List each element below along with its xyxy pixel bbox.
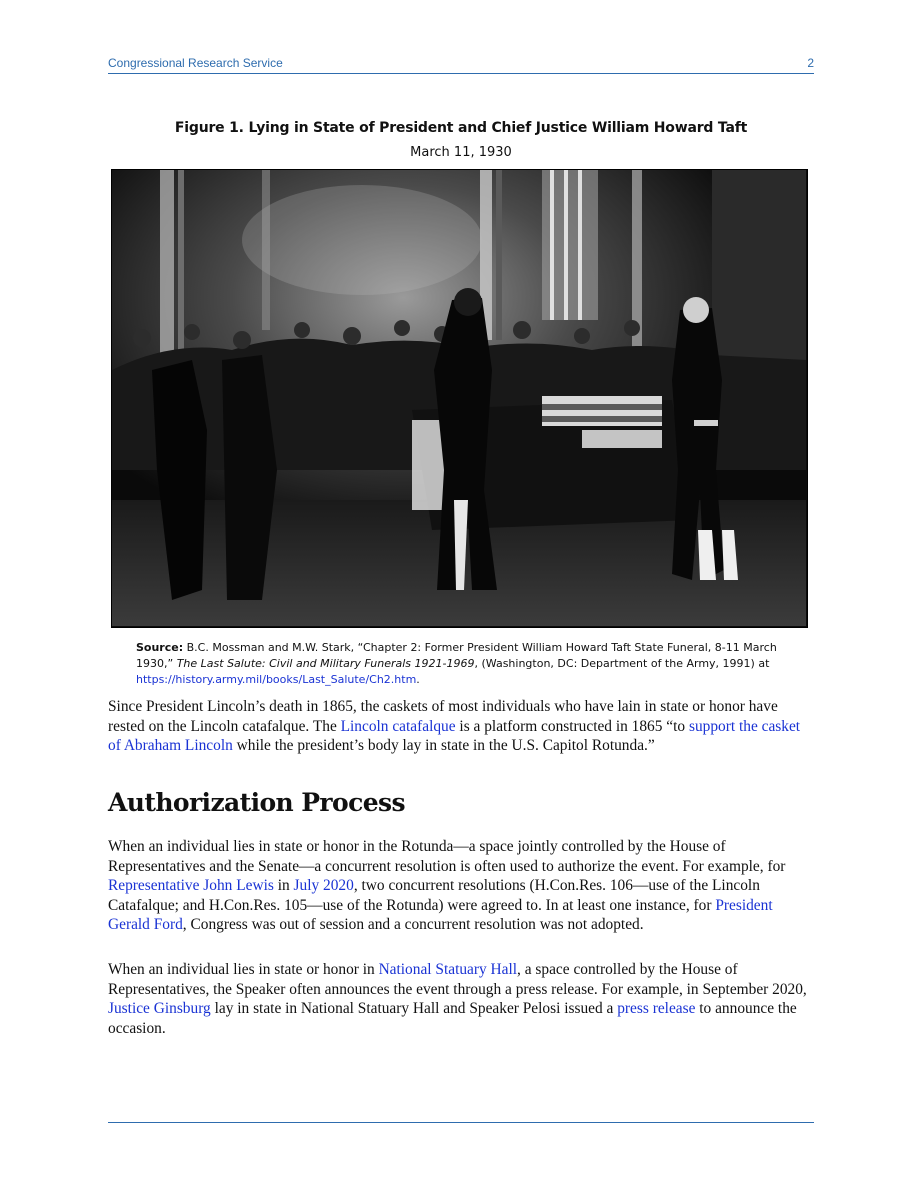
source-url-link[interactable]: https://history.army.mil/books/Last_Salute/Ch2.htm [136, 673, 417, 686]
july-2020-link[interactable]: July 2020 [293, 877, 354, 894]
page-number: 2 [807, 56, 814, 70]
source-text-2: , (Washington, DC: Department of the Army, 1991) at [474, 657, 770, 670]
p1-text-3: while the president’s body lay in state in the U.S. Capitol Rotunda.” [232, 737, 655, 754]
page-header [108, 56, 814, 74]
p3-text-1: When an individual lies in state or honor in [108, 961, 379, 978]
p2-text-1: When an individual lies in state or honor in the Rotunda—a space jointly controlled by the House of Representatives and the Senate—a concurrent resolution is often used to authorize the event. For example, for [108, 838, 786, 875]
p2-text-3: , two concurrent resolutions (H.Con.Res. 106—use of the Lincoln Catafalque; and H.Con.Res. 105—use of the Rotunda) were agreed to. In at least one instance, for [108, 877, 760, 914]
p1-text-2: is a platform constructed in 1865 “to [455, 717, 689, 735]
source-text-1: B.C. Mossman and M.W. Stark, “Chapter 2: Former President William Howard Taft State Funeral, 8-11 March 1930,” [136, 641, 777, 670]
figure-photo-taft-lying-in-state [111, 169, 808, 628]
justice-ginsburg-link[interactable]: Justice Ginsburg [108, 1000, 211, 1017]
header-organization: Congressional Research Service [108, 56, 283, 70]
p3-text-3: lay in state in National Statuary Hall and Speaker Pelosi issued a [210, 1000, 618, 1017]
press-release-link[interactable]: press release [617, 1000, 696, 1017]
source-end: . [416, 673, 420, 686]
paragraph-lincoln-catafalque [108, 697, 814, 756]
statuary-hall-link[interactable]: National Statuary Hall [378, 961, 518, 978]
source-book-title: The Last Salute: Civil and Military Funerals 1921-1969 [176, 657, 475, 670]
p2-text-2: in [273, 877, 294, 894]
john-lewis-link[interactable]: Representative John Lewis [108, 877, 274, 894]
figure-source-note [136, 640, 800, 688]
p1-text-1: Since President Lincoln’s death in 1865, the caskets of most individuals who have lain in state or honor have rested on the Lincoln catafalque. The [108, 698, 778, 735]
support-casket-link[interactable]: support the casket of Abraham Lincoln [108, 717, 801, 754]
paragraph-statuary-hall [108, 960, 814, 1038]
figure-date: March 11, 1930 [410, 145, 512, 160]
footer-divider [108, 1122, 814, 1123]
gerald-ford-link[interactable]: President Gerald Ford [108, 896, 773, 933]
p3-text-2: , a space controlled by the House of Representatives, the Speaker often announces the event through a press release. For example, in September 2020, [108, 961, 807, 998]
p2-text-4: , Congress was out of session and a concurrent resolution was not adopted. [182, 916, 644, 933]
section-heading: Authorization Process [108, 788, 405, 817]
lincoln-catafalque-link[interactable]: Lincoln catafalque [340, 717, 456, 735]
header-divider [108, 73, 814, 74]
source-label: Source: [136, 641, 184, 654]
figure-title: Figure 1. Lying in State of President and Chief Justice William Howard Taft [174, 120, 748, 136]
p3-text-4: to announce the occasion. [108, 1000, 797, 1037]
paragraph-rotunda [108, 837, 814, 935]
